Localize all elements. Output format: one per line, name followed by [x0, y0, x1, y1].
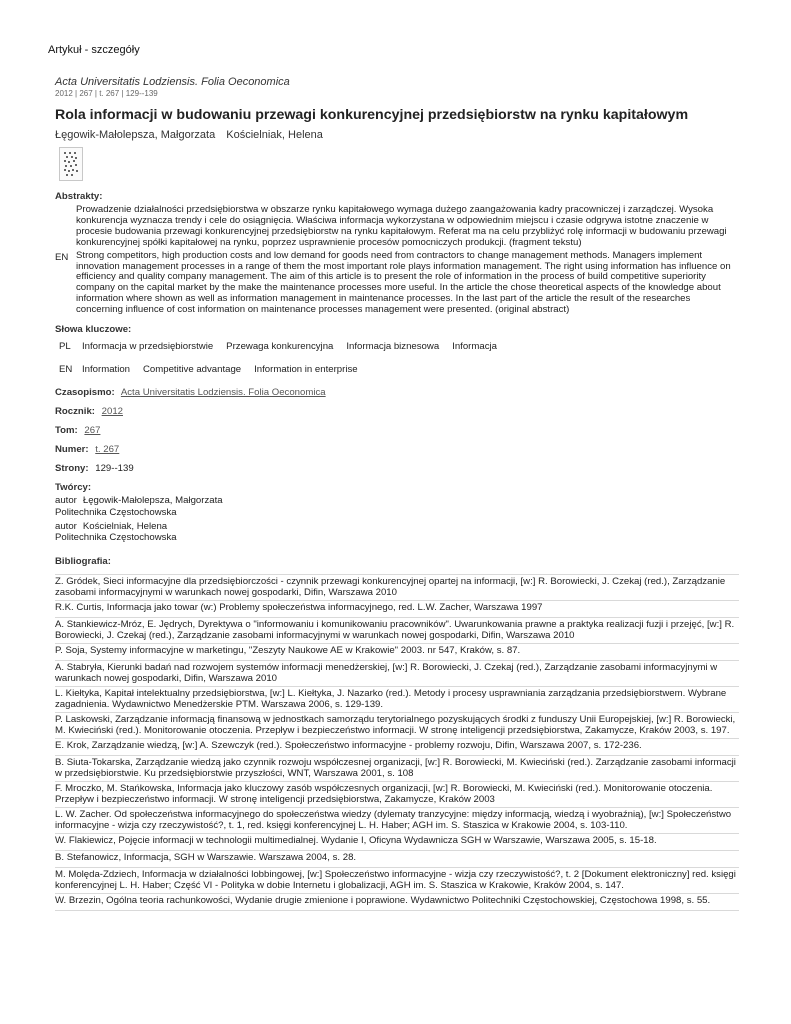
creator-role: autor	[55, 520, 77, 532]
keyword[interactable]: Przewaga konkurencyjna	[226, 341, 334, 353]
keyword[interactable]: Information	[82, 364, 130, 376]
pages-field	[55, 463, 739, 474]
keyword[interactable]: Informacja w przedsiębiorstwie	[82, 341, 214, 353]
bibliography-item: B. Stefanowicz, Informacja, SGH w Warszawie. Warszawa 2004, s. 28.	[55, 851, 739, 868]
journal-link[interactable]: Acta Universitatis Lodziensis. Folia Oeconomica	[120, 387, 326, 399]
journal-name: Acta Universitatis Lodziensis. Folia Oeconomica	[55, 76, 290, 88]
article-details	[55, 76, 739, 911]
abstracts-label: Abstrakty:	[55, 191, 103, 202]
keyword[interactable]: Competitive advantage	[143, 364, 242, 376]
author-name[interactable]: Kościelniak, Helena	[226, 129, 323, 141]
creator-name[interactable]: Kościelniak, Helena	[82, 520, 168, 532]
bibliography-item: F. Mroczko, M. Stańkowska, Informacja jako kluczowy zasób współczesnych organizacji, [w:] R. Borowiecki, M. Kwieciński (red.). Monitorowanie otoczenia. Przepływ i bezpieczeństwo informacji. W stronę inteligencji przedsiębiorstwa, Zakamycze, Kraków 2003	[55, 782, 739, 808]
bibliography-item: E. Krok, Zarządzanie wiedzą, [w:] A. Szewczyk (red.). Społeczeństwo informacyjne - problemy rozwoju, Difin, Warszawa 2007, s. 172-236.	[55, 739, 739, 756]
field-label: Czasopismo:	[55, 387, 115, 399]
keywords-label: Słowa kluczowe:	[55, 324, 132, 336]
creators-label: Twórcy:	[55, 482, 92, 494]
year-link[interactable]: 2012	[101, 406, 123, 418]
language-code: PL	[59, 341, 71, 353]
bibliography-item: L. Kiełtyka, Kapitał intelektualny przedsiębiorstwa, [w:] L. Kiełtyka, J. Nazarko (red.). Metody i procesy usprawniania zarządzania przedsiębiorstwem. Wybrane zagadnienia. Wydawnictwo Menedżerskie PTM. Warszawa 2006, s. 129-139.	[55, 687, 739, 713]
bibliography-item: L. W. Zacher. Od społeczeństwa informacyjnego do społeczeństwa wiedzy (dylematy tranzycyjne: między informacją, wiedzą i wyobraźnią), [w:] Społeczeństwo informacyjne - wizja czy rzeczywistość?, t. 1, red. księgi konferencyjnej L. H. Haber; AGH im. S. Staszica w Krakowie 2004, s. 103-110.	[55, 808, 739, 834]
bibliography-item: P. Laskowski, Zarządzanie informacją finansową w jednostkach samorządu terytorialnego pozyskujących środki z funduszy Unii Europejskiej, [w:] R. Borowiecki, M. Kwieciński (red.). Monitorowanie otoczenia. Przepływ i bezpieczeństwo informacji. W stronę inteligencji przedsiębiorstwa, Zakamycze, Kraków 2003, s. 197.	[55, 713, 739, 739]
field-label: Rocznik:	[55, 406, 95, 418]
pages-value: 129--139	[95, 463, 134, 475]
field-label: Strony:	[55, 463, 89, 475]
field-label: Numer:	[55, 444, 89, 456]
abstract-pl: Prowadzenie działalności przedsiębiorstwa w obszarze rynku kapitałowego wymaga dużego zaangażowania kadry pracowniczej i zarządczej. Wysoka konkurencja wyznacza trendy i cele do osiągnięcia. Właściwa informacja wykorzystana w odpowiednim miejscu i czasie odgrywa istotne znaczenie w procesie budowania przewagi konkurencyjnej przedsiębiorstw na rynku kapitałowym. Referat ma na celu przybliżyć rolę informacji w budowaniu przewagi konkurencyjnej spółki kapitałowej na rynku, poprzez usprawnienie procesów pomocniczych produkcji. (fragment tekstu)	[76, 204, 727, 248]
document-thumbnail-icon	[60, 148, 82, 180]
keywords-pl	[55, 341, 739, 352]
volume-field	[55, 425, 739, 436]
bibliography-item: P. Soja, Systemy informacyjne w marketingu, "Zeszyty Naukowe AE w Krakowie" 2003. nr 547, Kraków, s. 87.	[55, 644, 739, 661]
bibliography-label: Bibliografia:	[55, 556, 111, 568]
abstract-en: Strong competitors, high production costs and low demand for goods need from contractors to change management methods. Managers implement innovation management processes in a range of them the most important role plays information management. The right using information has influence on efficiency and quality company management. The aim of this article is to present the role of information in the process of build competitive superiority company on the capital market by the make the maintenance processes more useful. In the article the chose theoretical aspects of the knowledge about information where shown as well as information management in maintenance processes. In the last part of the article the result of the researches concerning influence of cost information on maintenance processes management were presented. (original abstract)	[76, 249, 731, 316]
creator-role: autor	[55, 495, 77, 507]
article-title: Rola informacji w budowaniu przewagi konkurencyjnej przedsiębiorstw na rynku kapitałowym	[55, 107, 689, 123]
number-link[interactable]: t. 267	[95, 444, 120, 456]
bibliography-list	[55, 574, 739, 911]
field-label: Tom:	[55, 425, 78, 437]
bibliography-item: A. Stabryła, Kierunki badań nad rozwojem systemów informacji menedżerskiej, [w:] R. Borowiecki, J. Czekaj (red.), Zarządzanie zasobami informacyjnymi w warunkach nowej gospodarki, Difin, Warszawa 2010	[55, 661, 739, 687]
author-name[interactable]: Łęgowik-Małolepsza, Małgorzata	[55, 129, 216, 141]
abstract-en-block	[55, 251, 739, 316]
keyword[interactable]: Information in enterprise	[254, 364, 358, 376]
creator-name[interactable]: Łęgowik-Małolepsza, Małgorzata	[82, 495, 223, 507]
keyword[interactable]: Informacja	[452, 341, 497, 353]
page-header: Artykuł - szczegóły	[48, 44, 140, 56]
document-thumbnail[interactable]	[59, 147, 83, 181]
number-field	[55, 444, 739, 455]
author-list	[55, 129, 739, 141]
bibliography-item: W. Flakiewicz, Pojęcie informacji w technologii multimedialnej. Wydanie I, Oficyna Wydawnicza SGH w Warszawie, Warszawa 2005, s. 15-18.	[55, 834, 739, 851]
bibliography-item: R.K. Curtis, Informacja jako towar (w:) Problemy społeczeństwa informacyjnego, red. L.W. Zacher, Warszawa 1997	[55, 601, 739, 618]
bibliography-item: M. Molęda-Zdziech, Informacja w działalności lobbingowej, [w:] Społeczeństwo informacyjne - wizja czy rzeczywistość?, t. 2 [Dokument elektroniczny] red. księgi konferencyjnej L. H. Haber; Część VI - Polityka w dobie Internetu i globalizacji, AGH im. S. Staszica w Krakowie, Kraków 2004, s. 147.	[55, 868, 739, 894]
journal-field	[55, 387, 739, 398]
creator-entry	[55, 521, 739, 545]
bibliography-item: W. Brzezin, Ogólna teoria rachunkowości, Wydanie drugie zmienione i poprawione. Wydawnictwo Politechniki Częstochowskiej, Częstochowa 1998, s. 55.	[55, 894, 739, 911]
language-code: EN	[55, 251, 69, 263]
creator-affiliation: Politechnika Częstochowska	[55, 532, 177, 544]
language-code: EN	[59, 364, 73, 376]
issue-line: 2012 | 267 | t. 267 | 129--139	[55, 89, 158, 98]
bibliography-item: Z. Gródek, Sieci informacyjne dla przedsiębiorczości - czynnik przewagi konkurencyjnej opartej na informacji, [w:] R. Borowiecki, J. Czekaj (red.), Zarządzanie zasobami informacyjnymi w warunkach nowej gospodarki, Difin, Warszawa 2010	[55, 574, 739, 601]
keyword[interactable]: Informacja biznesowa	[346, 341, 440, 353]
creator-entry	[55, 495, 739, 519]
creator-affiliation: Politechnika Częstochowska	[55, 506, 177, 518]
bibliography-item: A. Stankiewicz-Mróz, E. Jędrych, Dyrektywa o "informowaniu i komunikowaniu pracowników". Uwarunkowania prawne a praktyka realizacji fuzji i przejęć, [w:] R. Borowiecki, J. Czekaj (red.), Zarządzanie zasobami informacyjnymi w warunkach nowej gospodarki, Difin, Warszawa 2010	[55, 618, 739, 644]
volume-link[interactable]: 267	[84, 425, 101, 437]
keywords-en	[55, 364, 739, 375]
year-field	[55, 406, 739, 417]
bibliography-item: B. Siuta-Tokarska, Zarządzanie wiedzą jako czynnik rozwoju współczesnej organizacji, [w:] R. Borowiecki, M. Kwieciński (red.). Zarządzanie zasobami informacji w przedsiębiorstwie. Ku przedsiębiorstwie przyszłości, WNT, Warszawa 2001, s. 108	[55, 756, 739, 782]
